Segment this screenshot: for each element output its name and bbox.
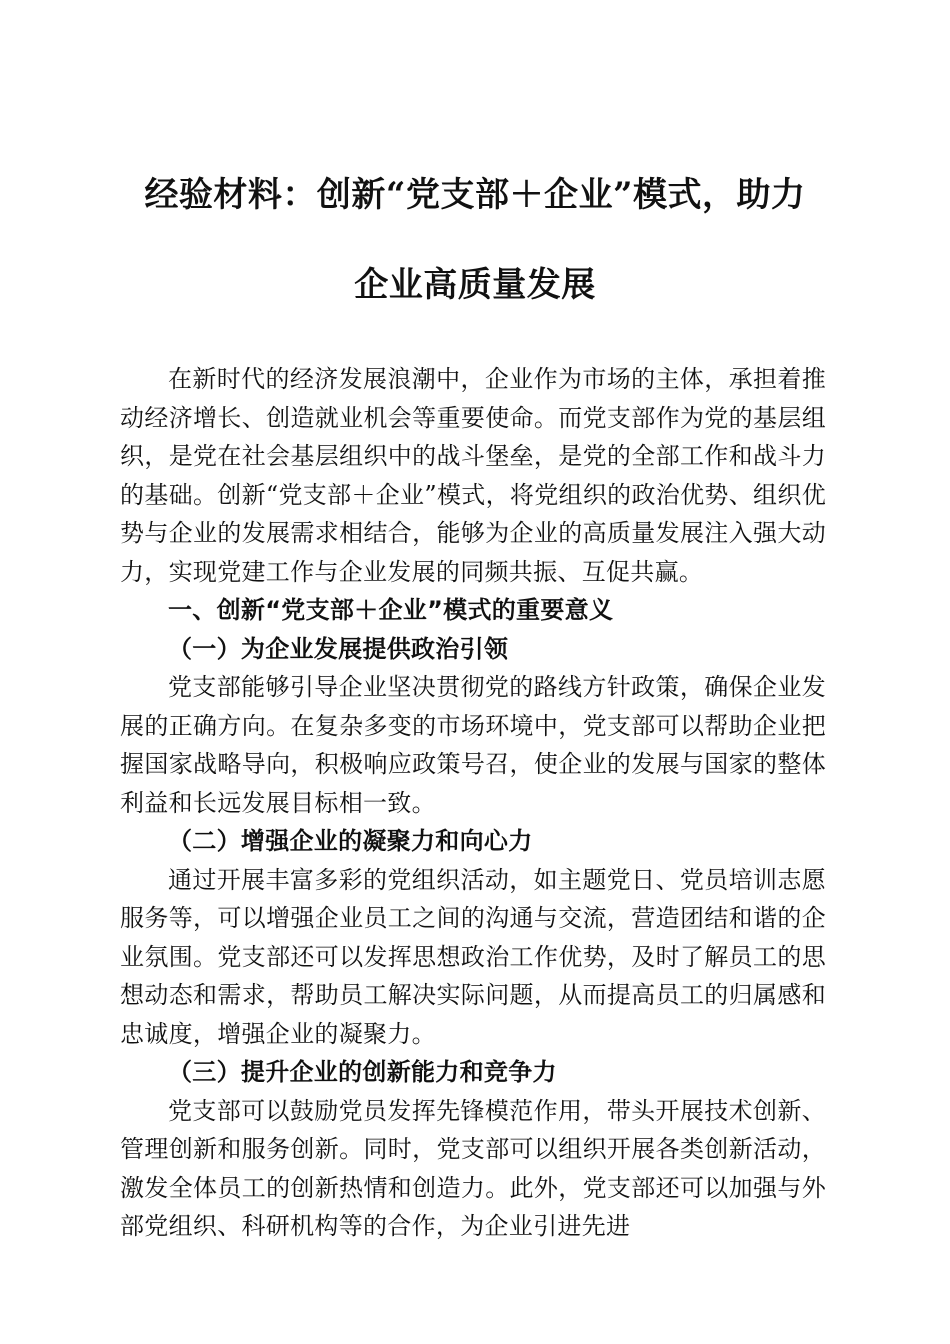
intro-paragraph: 在新时代的经济发展浪潮中，企业作为市场的主体，承担着推动经济增长、创造就业机会等重要使命。而党支部作为党的基层组织，是党在社会基层组织中的战斗堡垒，是党的全部工作和战斗力的基础。创新“党支部＋企业”模式，将党组织的政治优势、组织优势与企业的发展需求相结合，能够为企业的高质量发展注入强大动力，实现党建工作与企业发展的同频共振、互促共赢。 [120, 365, 826, 586]
subsection-heading-3: （三）提升企业的创新能力和竞争力 [168, 1057, 557, 1086]
section-heading: 一、创新“党支部＋企业”模式的重要意义 [168, 596, 614, 624]
document-title-line2: 企业高质量发展 [354, 265, 596, 305]
document-title-line1: 经验材料：创新“党支部＋企业”模式，助力 [144, 175, 806, 215]
subsection-paragraph-1: 党支部能够引导企业坚决贯彻党的路线方针政策，确保企业发展的正确方向。在复杂多变的市场环境中，党支部可以帮助企业把握国家战略导向，积极响应政策号召，使企业的发展与国家的整体利益和长远发展目标相一致。 [120, 673, 826, 817]
subsection-paragraph-3: 党支部可以鼓励党员发挥先锋模范作用，带头开展技术创新、管理创新和服务创新。同时，党支部可以组织开展各类创新活动，激发全体员工的创新热情和创造力。此外，党支部还可以加强与外部党组织、科研机构等的合作，为企业引进先进 [120, 1096, 826, 1240]
subsection-heading-2: （二）增强企业的凝聚力和向心力 [168, 826, 533, 855]
document-body [120, 360, 826, 1246]
subsection-heading-1: （一）为企业发展提供政治引领 [168, 633, 509, 663]
subsection-paragraph-2: 通过开展丰富多彩的党组织活动，如主题党日、党员培训志愿服务等，可以增强企业员工之间的沟通与交流，营造团结和谐的企业氛围。党支部还可以发挥思想政治工作优势，及时了解员工的思想动态和需求，帮助员工解决实际问题，从而提高员工的归属感和忠诚度，增强企业的凝聚力。 [120, 865, 826, 1048]
